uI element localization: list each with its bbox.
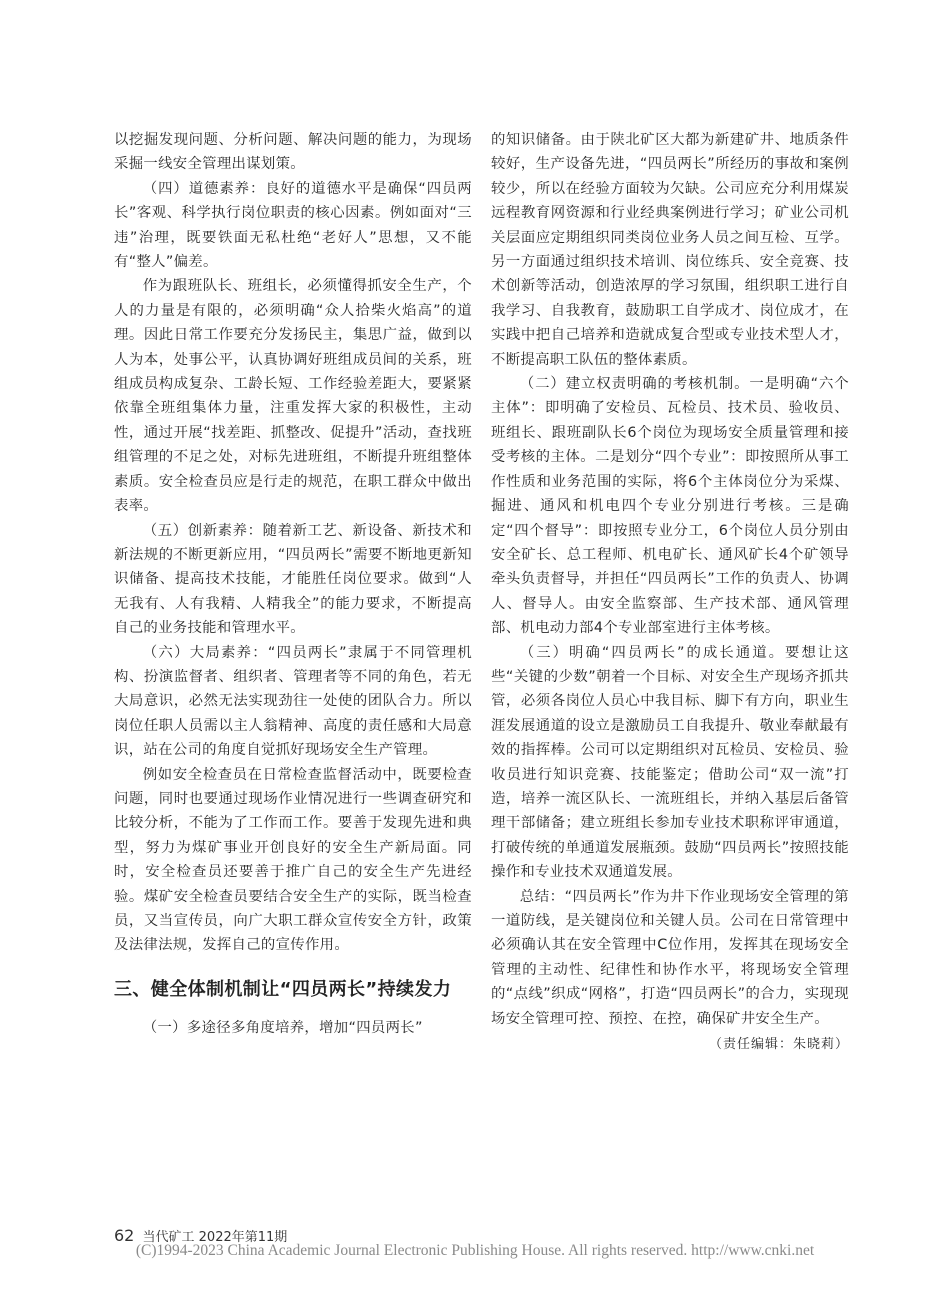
section-heading: 三、健全体制机制让“四员两长”持续发力: [114, 978, 452, 1000]
right-column: [491, 128, 849, 1052]
journal-name: 当代矿工: [142, 1230, 195, 1245]
page-number: 62: [114, 1226, 135, 1245]
copyright-notice: (C)1994-2023 China Academic Journal Electronic Publishing House. All rights reserved. http://www.cnki.net: [135, 1242, 815, 1259]
left-column: [114, 128, 472, 1040]
paragraph: 总结：“四员两长”作为井下作业现场安全管理的第一道防线，是关键岗位和关键人员。公司在日常管理中必须确认其在安全管理中C位作用，发挥其在现场安全管理的主动性、纪律性和协作水平，将现场安全管理的“点线”织成“网格”，打造“四员两长”的合力，实现现场安全管理可控、预控、在控，确保矿井安全生产。: [491, 888, 849, 1027]
paragraph: 例如安全检查员在日常检查监督活动中，既要检查问题，同时也要通过现场作业情况进行一些调查研究和比较分析，不能为了工作而工作。要善于发现先进和典型，努力为煤矿事业开创良好的安全生产新局面。同时，安全检查员还要善于推广自己的安全生产先进经验。煤矿安全检查员要结合安全生产的实际，既当检查员，又当宣传员，向广大职工群众宣传安全方针，政策及法律法规，发挥自己的宣传作用。: [114, 766, 472, 954]
paragraph: （二）建立权责明确的考核机制。一是明确“六个主体”：即明确了安检员、瓦检员、技术员、验收员、班组长、跟班副队长6个岗位为现场安全质量管理和接受考核的主体。二是划分“四个专业”：即按照所从事工作性质和业务范围的实际，将6个主体岗位分为采煤、掘进、通风和机电四个专业分别进行考核。三是确定“四个督导”：即按照专业分工，6个岗位人员分别由安全矿长、总工程师、机电矿长、通风矿长4个矿领导牵头负责督导，并担任“四员两长”工作的负责人、协调人、督导人。由安全监察部、生产技术部、通风管理部、机电动力部4个专业部室进行主体考核。: [491, 376, 849, 637]
paragraph: 作为跟班队长、班组长，必须懂得抓安全生产，个人的力量是有限的，必须明确“众人拾柴火焰高”的道理。因此日常工作要充分发扬民主，集思广益，做到以人为本，处事公平，认真协调好班组成员间的关系，班组成员构成复杂、工龄长短、工作经验差距大，要紧紧依靠全班组集体力量，注重发挥大家的积极性，主动性，通过开展“找差距、抓整改、促提升”活动，查找班组管理的不足之处，对标先进班组，不断提升班组整体素质。安全检查员应是行走的规范，在职工群众中做出表率。: [114, 278, 472, 515]
paragraph: （六）大局素养：“四员两长”隶属于不同管理机构、扮演监督者、组织者、管理者等不同的角色，若无大局意识，必然无法实现劲往一处使的团队合力。所以岗位任职人员需以主人翁精神、高度的责任感和大局意识，站在公司的角度自觉抓好现场安全生产管理。: [114, 644, 472, 759]
paragraph: 以挖掘发现问题、分析问题、解决问题的能力，为现场采掘一线安全管理出谋划策。: [114, 132, 472, 173]
paragraph: （四）道德素养：良好的道德水平是确保“四员两长”客观、科学执行岗位职责的核心因素。例如面对“三违”治理，既要铁面无私杜绝“老好人”思想，又不能有“整人”偏差。: [114, 180, 472, 271]
issue-label: 2022年第11期: [198, 1230, 288, 1245]
paragraph: （一）多途径多角度培养，增加“四员两长”: [142, 1019, 423, 1036]
editor-credit: （责任编辑：朱晓莉）: [708, 1037, 849, 1053]
paragraph: （五）创新素养：随着新工艺、新设备、新技术和新法规的不断更新应用，“四员两长”需要不断地更新知识储备、提高技术技能，才能胜任岗位要求。做到“人无我有、人有我精、人精我全”的能力要求，不断提高自己的业务技能和管理水平。: [114, 522, 472, 637]
paragraph: （三）明确“四员两长”的成长通道。要想让这些“关键的少数”朝着一个目标、对安全生产现场齐抓共管，必须各岗位人员心中我目标、脚下有方向，职业生涯发展通道的设立是激励员工自我提升、敬业奉献最有效的指挥棒。公司可以定期组织对瓦检员、安检员、验收员进行知识竞赛、技能鉴定；借助公司“双一流”打造，培养一流区队长、一流班组长，并纳入基层后备管理干部储备；建立班组长参加专业技术职称评审通道，打破传统的单通道发展瓶颈。鼓励“四员两长”按照技能操作和专业技术双通道发展。: [491, 644, 849, 881]
paragraph: 的知识储备。由于陕北矿区大都为新建矿井、地质条件较好，生产设备先进，“四员两长”所经历的事故和案例较少，所以在经验方面较为欠缺。公司应充分利用煤炭远程教育网资源和行业经典案例进行学习；矿业公司机关层面应定期组织同类岗位业务人员之间互检、互学。另一方面通过组织技术培训、岗位练兵、安全竞赛、技术创新等活动，创造浓厚的学习氛围，组织职工进行自我学习、自我教育，鼓励职工自学成才、岗位成才，在实践中把自己培养和造就成复合型或专业技术型人才，不断提高职工队伍的整体素质。: [491, 132, 849, 368]
